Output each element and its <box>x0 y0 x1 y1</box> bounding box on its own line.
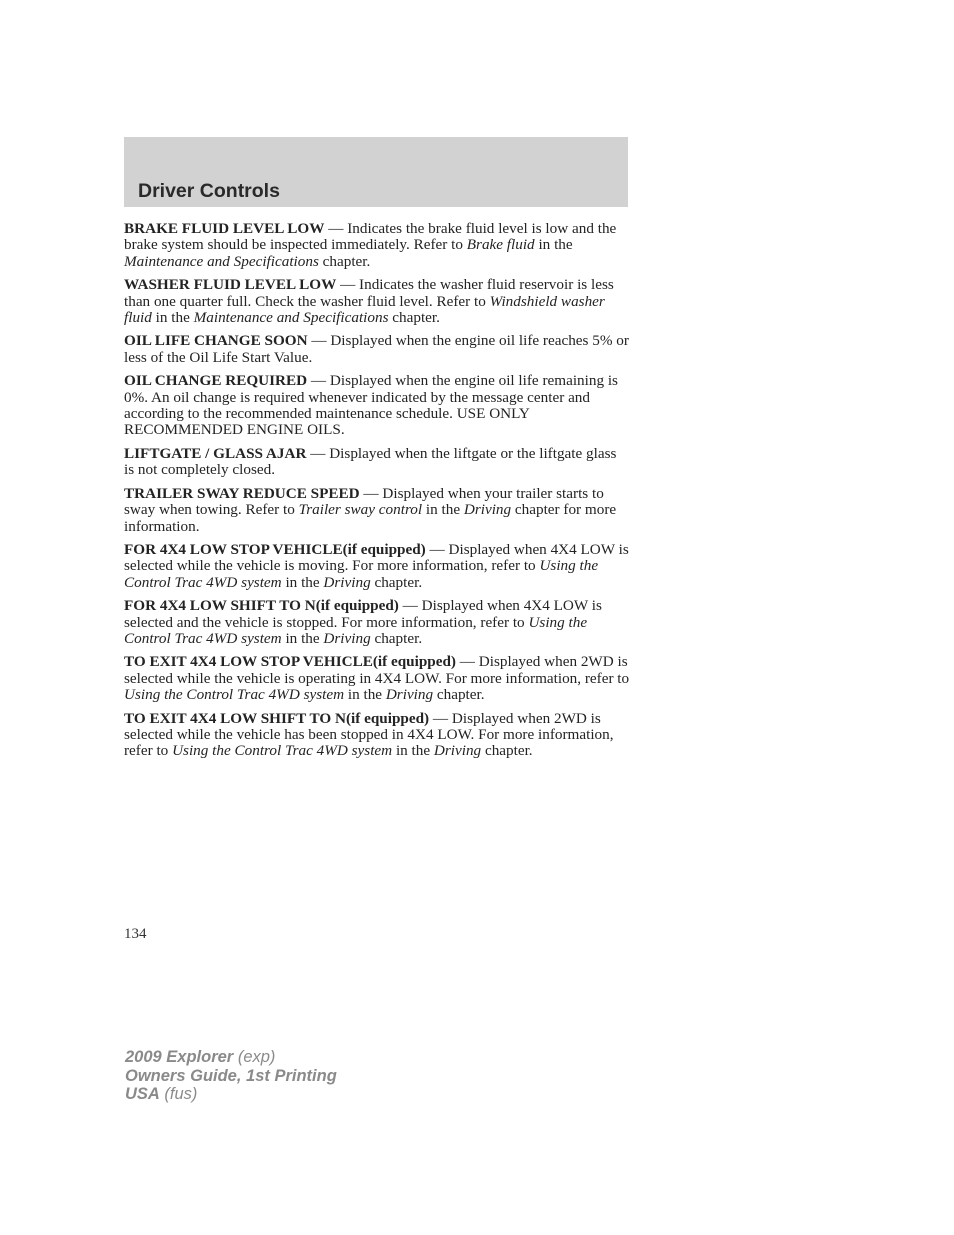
description-text: in the <box>281 573 324 591</box>
reference-text: Maintenance and Specifications <box>124 252 319 270</box>
description-text: chapter. <box>318 252 371 270</box>
footer-line-model: 2009 Explorer (exp) <box>125 1048 276 1066</box>
description-text: chapter. <box>388 309 440 327</box>
reference-text: Brake fluid <box>466 236 535 254</box>
message-term: WASHER FLUID LEVEL LOW <box>124 276 337 294</box>
description-text: in the <box>151 309 194 327</box>
description-text: — Displayed when 4X4 LOW is selected while the vehicle is moving. For more information, refer to <box>124 540 629 575</box>
reference-text: Driving <box>433 742 482 760</box>
message-entry <box>124 654 630 703</box>
message-term: LIFTGATE / GLASS AJAR <box>124 444 307 462</box>
reference-text: Driving <box>323 629 371 647</box>
description-text: — Displayed when 4X4 LOW is selected and the vehicle is stopped. For more information, refer to <box>124 597 602 631</box>
message-entry <box>124 598 630 647</box>
reference-text: Using the Control Trac 4WD system <box>124 557 599 591</box>
description-text: chapter. <box>370 573 423 591</box>
reference-text: Using the Control Trac 4WD system <box>124 686 345 704</box>
description-text: — Displayed when 2WD is selected while the vehicle is operating in 4X4 LOW. For more information, refer to <box>124 653 630 687</box>
message-entry <box>124 221 630 270</box>
message-entry <box>124 446 630 479</box>
description-text: — Displayed when 2WD is selected while the vehicle has been stopped in 4X4 LOW. For more information, refer to <box>124 709 614 760</box>
description-text: — Displayed when the liftgate or the liftgate glass is not completely closed. <box>124 444 617 479</box>
message-entry <box>124 373 630 439</box>
section-header-bar <box>124 137 628 207</box>
description-text: in the <box>344 686 386 704</box>
description-text: in the <box>392 742 434 760</box>
description-text: chapter for more information. <box>124 501 617 535</box>
footer-line-guide: Owners Guide, 1st Printing <box>125 1066 337 1085</box>
reference-text: Driving <box>323 573 371 591</box>
description-text: — Indicates the washer fluid reservoir is less than one quarter full. Check the washer fluid level. Refer to <box>124 276 614 310</box>
message-term: OIL CHANGE REQUIRED <box>124 372 308 390</box>
reference-text: Driving <box>385 686 434 704</box>
reference-text: Driving <box>463 501 512 519</box>
message-term: TO EXIT 4X4 LOW STOP VEHICLE(if equipped) <box>124 653 456 671</box>
message-term: FOR 4X4 LOW SHIFT TO N(if equipped) <box>124 597 399 615</box>
footer-line-region: USA (fus) <box>125 1085 198 1103</box>
description-text: chapter. <box>481 742 533 760</box>
message-entry <box>124 333 630 366</box>
footer <box>125 1048 337 1104</box>
description-text: — Indicates the brake fluid level is low and the brake system should be inspected immediately. Refer to <box>124 220 617 254</box>
description-text: in the <box>422 501 464 519</box>
reference-text: Using the Control Trac 4WD system <box>172 742 393 760</box>
section-title: Driver Controls <box>138 179 280 202</box>
message-entry <box>124 711 630 760</box>
message-term: TRAILER SWAY REDUCE SPEED <box>124 484 360 502</box>
reference-text: Windshield washer fluid <box>124 292 605 327</box>
description-text: — Displayed when the engine oil life remaining is 0%. An oil change is required whenever indicated by the message center and according to the recommended maintenance schedule. USE ONLY RECOMMENDED ENGINE OILS. <box>124 372 618 439</box>
page-number: 134 <box>124 926 147 942</box>
message-entry <box>124 542 630 591</box>
message-term: BRAKE FLUID LEVEL LOW <box>124 220 325 237</box>
message-term: OIL LIFE CHANGE SOON <box>124 332 308 350</box>
message-entry <box>124 486 630 535</box>
description-text: — Displayed when your trailer starts to sway when towing. Refer to <box>124 484 604 519</box>
description-text: chapter. <box>370 629 423 647</box>
description-text: chapter. <box>433 686 485 704</box>
message-entry <box>124 277 630 326</box>
reference-text: Trailer sway control <box>298 501 423 519</box>
content-body <box>124 221 630 767</box>
reference-text: Maintenance and Specifications <box>193 309 389 327</box>
message-term: FOR 4X4 LOW STOP VEHICLE(if equipped) <box>124 540 426 558</box>
description-text: in the <box>281 629 324 647</box>
message-term: TO EXIT 4X4 LOW SHIFT TO N(if equipped) <box>124 709 430 727</box>
description-text: in the <box>534 236 573 254</box>
description-text: — Displayed when the engine oil life reaches 5% or less of the Oil Life Start Value. <box>124 332 629 366</box>
reference-text: Using the Control Trac 4WD system <box>124 613 588 647</box>
